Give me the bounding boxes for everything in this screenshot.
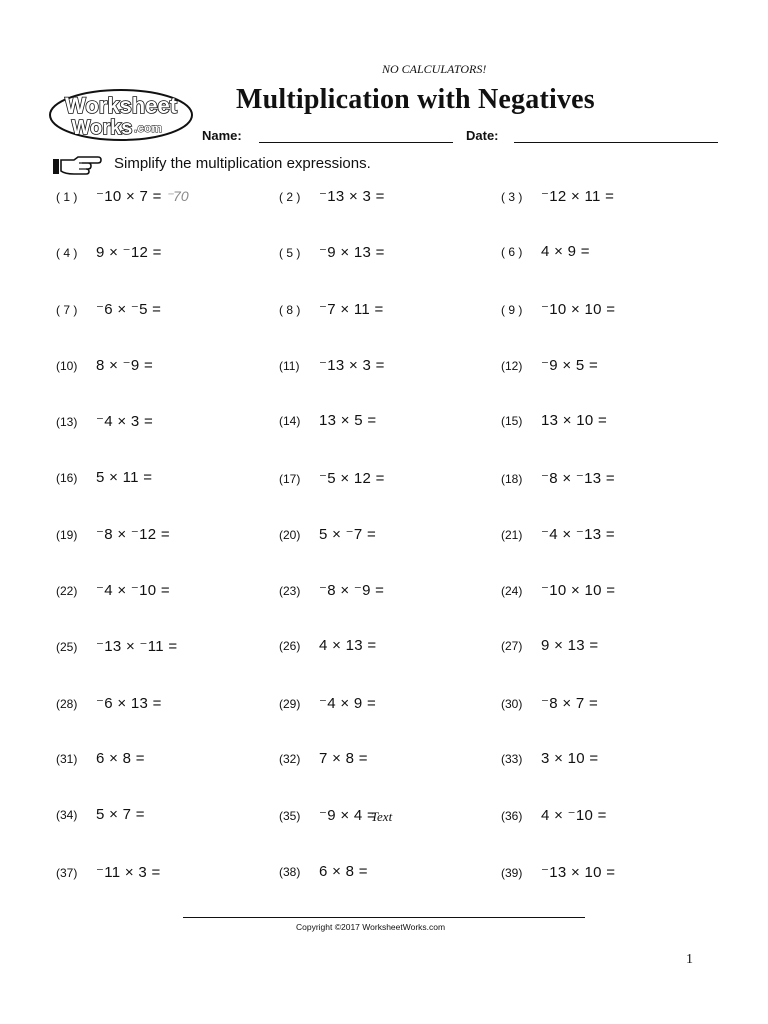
problem-expression: ⁻4 × 3 = xyxy=(96,413,154,431)
problem-number: (28) xyxy=(56,696,78,711)
problem-item xyxy=(501,806,607,826)
problem-expression: ⁻6 × ⁻5 = xyxy=(96,300,162,318)
problem-item xyxy=(279,469,385,489)
problem-number: (18) xyxy=(501,471,523,486)
problem-expression: ⁻4 × ⁻10 = xyxy=(96,582,170,600)
problem-item xyxy=(56,412,153,432)
problem-number: (34) xyxy=(56,808,78,823)
problem-expression: ⁻9 × 5 = xyxy=(541,356,599,374)
problem-item xyxy=(501,694,598,714)
problem-item xyxy=(56,806,145,826)
problem-item xyxy=(56,469,152,489)
problem-number: ( 7 ) xyxy=(56,302,78,317)
date-label: Date: xyxy=(466,128,499,143)
problem-number: (37) xyxy=(56,865,78,880)
problem-number: (24) xyxy=(501,584,523,599)
problem-item xyxy=(56,525,170,545)
problem-number: (29) xyxy=(279,696,301,711)
problem-expression: 7 × 8 = xyxy=(319,750,368,767)
page-number: 1 xyxy=(686,952,693,967)
page-title: Multiplication with Negatives xyxy=(236,84,595,115)
problem-item xyxy=(279,412,376,432)
stray-text-overlay: Text xyxy=(371,809,393,824)
problem-expression: ⁻6 × 13 = xyxy=(96,694,162,712)
problem-expression: 5 × 11 = xyxy=(96,468,153,486)
problem-number: (39) xyxy=(501,865,523,880)
problem-number: (16) xyxy=(56,470,78,485)
problem-expression: 9 × ⁻12 = xyxy=(96,244,162,262)
problem-number: (15) xyxy=(501,414,523,429)
problem-expression: 3 × 10 = xyxy=(541,750,599,767)
problem-item xyxy=(501,750,598,770)
problem-expression: 9 × 13 = xyxy=(541,637,599,655)
problem-number: (30) xyxy=(501,696,523,711)
problem-number: (27) xyxy=(501,639,523,654)
problem-number: ( 5 ) xyxy=(279,246,301,261)
problem-expression: ⁻11 × 3 = xyxy=(96,863,161,881)
no-calculators-note: NO CALCULATORS! xyxy=(382,62,487,76)
problem-item xyxy=(279,356,385,376)
problem-expression: 6 × 8 = xyxy=(319,862,368,880)
problem-number: (13) xyxy=(56,415,78,430)
problem-item xyxy=(501,300,615,320)
problem-number: (20) xyxy=(279,527,301,542)
problem-expression: ⁻4 × ⁻13 = xyxy=(541,525,615,543)
problem-item xyxy=(501,356,598,376)
problem-expression: 5 × 7 = xyxy=(96,806,145,824)
problem-item xyxy=(56,637,177,657)
problem-number: (19) xyxy=(56,527,78,542)
problem-item xyxy=(56,863,161,883)
problem-number: ( 9 ) xyxy=(501,302,523,317)
footer-rule xyxy=(183,917,585,918)
problem-item xyxy=(56,750,145,770)
problem-item xyxy=(279,243,385,263)
problem-expression: ⁻13 × 3 = xyxy=(319,188,385,205)
problem-expression: ⁻4 × 9 = xyxy=(319,694,377,712)
instructions: Simplify the multiplication expressions. xyxy=(114,155,371,172)
problem-item xyxy=(279,750,368,770)
problem-number: (14) xyxy=(279,414,301,429)
problem-expression: 13 × 5 = xyxy=(319,412,377,430)
problem-expression: 4 × ⁻10 = xyxy=(541,807,607,825)
problem-expression: 13 × 10 = xyxy=(541,412,608,430)
problem-item xyxy=(56,581,170,601)
problem-item xyxy=(501,469,615,489)
problem-expression: 6 × 8 = xyxy=(96,750,145,767)
problem-expression: 8 × ⁻9 = xyxy=(96,356,154,374)
problem-item xyxy=(56,356,153,376)
problem-item xyxy=(56,187,189,207)
problem-item xyxy=(501,243,590,263)
problem-expression: ⁻5 × 12 = xyxy=(319,469,385,487)
problem-number: (23) xyxy=(279,584,301,599)
problem-number: (25) xyxy=(56,640,78,655)
problem-number: (32) xyxy=(279,752,301,766)
problem-number: (10) xyxy=(56,358,78,373)
problem-number: (21) xyxy=(501,527,523,542)
problem-number: (35) xyxy=(279,809,301,824)
problem-expression: ⁻8 × 7 = xyxy=(541,694,599,712)
problem-number: (22) xyxy=(56,584,78,599)
problem-expression: ⁻10 × 10 = xyxy=(541,300,616,318)
problem-item xyxy=(501,187,614,207)
problem-item xyxy=(501,863,615,883)
copyright: Copyright ©2017 WorksheetWorks.com xyxy=(296,922,446,932)
problem-item xyxy=(56,243,162,263)
pointing-hand-icon xyxy=(52,154,102,178)
problem-item xyxy=(501,637,598,657)
logo-line2: Works xyxy=(71,117,133,139)
problem-number: ( 2 ) xyxy=(279,190,301,204)
problem-expression: ⁻12 × 11 = xyxy=(541,188,615,205)
problem-expression: ⁻9 × 13 = xyxy=(319,244,385,262)
problem-item xyxy=(56,694,162,714)
problem-expression: ⁻7 × 11 = xyxy=(319,300,384,318)
problem-number: (33) xyxy=(501,752,523,766)
problem-number: ( 1 ) xyxy=(56,190,78,204)
problem-expression: ⁻13 × 3 = xyxy=(319,356,385,374)
problem-expression: ⁻13 × ⁻11 = xyxy=(96,638,178,656)
problem-item xyxy=(501,525,615,545)
logo-suffix: .com xyxy=(133,121,163,135)
problem-number: ( 8 ) xyxy=(279,302,301,317)
problem-item xyxy=(279,525,376,545)
problem-item xyxy=(279,581,384,601)
problem-number: (26) xyxy=(279,639,301,654)
problem-item xyxy=(279,187,385,207)
name-field-line[interactable] xyxy=(259,142,453,143)
problem-expression: 4 × 9 = xyxy=(541,243,590,261)
problem-answer: ⁻70 xyxy=(165,188,189,204)
problem-item xyxy=(501,412,607,432)
problem-item xyxy=(279,637,376,657)
problem-number: ( 6 ) xyxy=(501,245,523,260)
problem-number: ( 3 ) xyxy=(501,190,523,204)
date-field-line[interactable] xyxy=(514,142,718,143)
problem-expression: ⁻9 × 4 = xyxy=(319,807,377,825)
problem-expression: ⁻8 × ⁻12 = xyxy=(96,525,170,543)
problem-expression: ⁻8 × ⁻9 = xyxy=(319,582,385,600)
problem-item xyxy=(279,300,384,320)
problem-item xyxy=(501,581,615,601)
problem-item xyxy=(56,300,161,320)
problem-expression: ⁻8 × ⁻13 = xyxy=(541,469,615,487)
problem-expression: 5 × ⁻7 = xyxy=(319,525,377,543)
problem-item xyxy=(279,694,376,714)
problem-item xyxy=(279,806,376,826)
problem-expression: ⁻10 × 10 = xyxy=(541,582,616,600)
problem-expression: ⁻10 × 7 = xyxy=(96,188,162,205)
logo-line1: Worksheet xyxy=(64,93,178,118)
problem-number: (38) xyxy=(279,864,301,879)
problem-number: (31) xyxy=(56,752,78,766)
name-label: Name: xyxy=(202,128,242,143)
problem-number: ( 4 ) xyxy=(56,246,78,261)
problem-expression: ⁻13 × 10 = xyxy=(541,863,616,881)
problem-number: (11) xyxy=(279,358,300,373)
problem-item xyxy=(279,863,368,883)
problem-number: (12) xyxy=(501,358,523,373)
problem-expression: 4 × 13 = xyxy=(319,637,377,655)
worksheetworks-logo xyxy=(48,88,194,142)
problem-number: (36) xyxy=(501,809,523,824)
problem-number: (17) xyxy=(279,471,301,486)
